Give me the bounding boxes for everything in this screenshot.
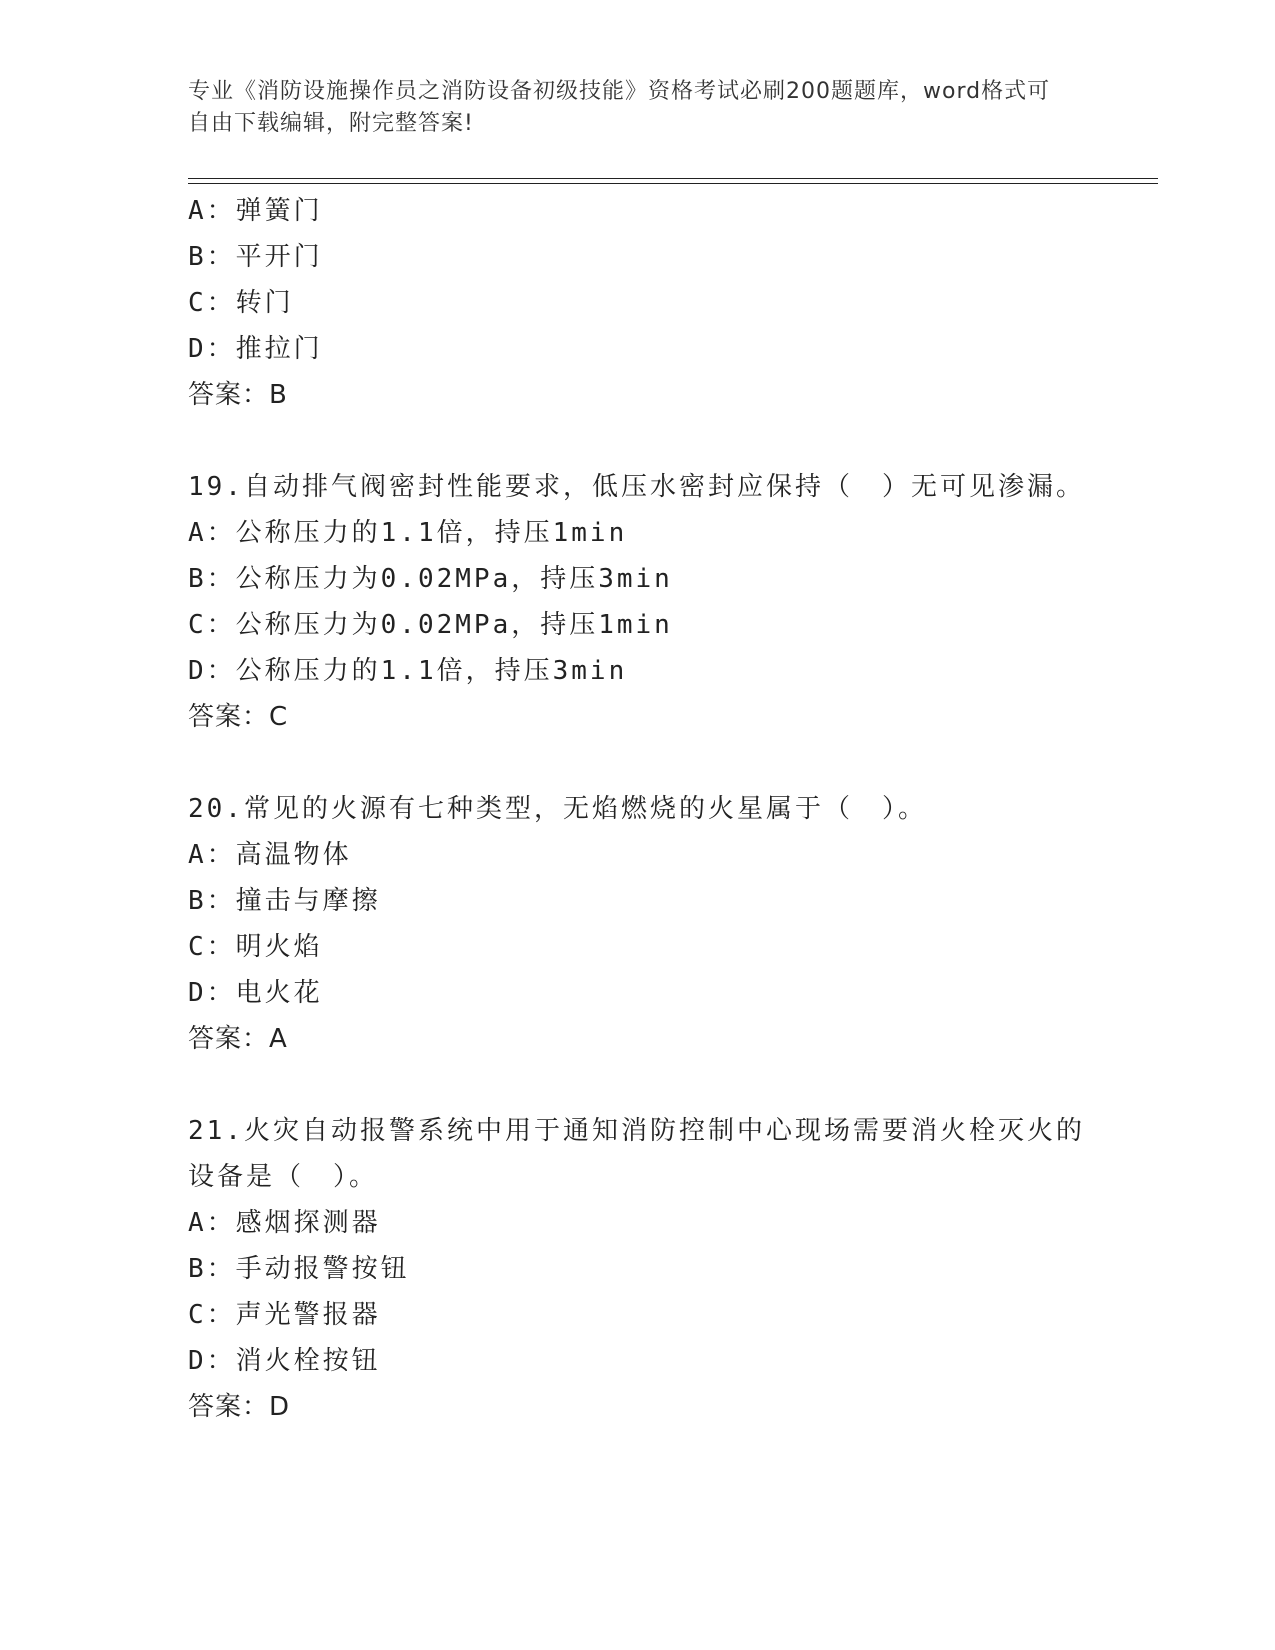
option-d: D：消火栓按钮 (188, 1346, 381, 1376)
option-b: B：平开门 (188, 242, 323, 272)
option-b: B：公称压力为0.02MPa，持压3min (188, 564, 673, 594)
option-a: A：公称压力的1.1倍，持压1min (188, 518, 628, 548)
option-c: C：声光警报器 (188, 1300, 381, 1330)
question-18 (188, 188, 1088, 418)
question-text: 19.自动排气阀密封性能要求，低压水密封应保持（ ）无可见渗漏。 (188, 472, 1085, 502)
question-20 (188, 786, 1088, 1062)
option-b: B：手动报警按钮 (188, 1254, 410, 1284)
option-c: C：明火焰 (188, 932, 323, 962)
question-text-line-2: 设备是（ ）。 (188, 1162, 379, 1192)
question-21 (188, 1108, 1088, 1430)
header-rule-top (188, 178, 1158, 179)
option-c: C：转门 (188, 288, 294, 318)
option-b: B：撞击与摩擦 (188, 886, 381, 916)
option-a: A：高温物体 (188, 840, 352, 870)
question-text-line-1: 21.火灾自动报警系统中用于通知消防控制中心现场需要消火栓灭火的 (188, 1116, 1085, 1146)
header-rule-bottom (188, 183, 1158, 184)
option-c: C：公称压力为0.02MPa，持压1min (188, 610, 673, 640)
option-a: A：感烟探测器 (188, 1208, 381, 1238)
question-list (188, 188, 1088, 1430)
option-d: D：推拉门 (188, 334, 323, 364)
question-19 (188, 464, 1088, 740)
question-text: 20.常见的火源有七种类型，无焰燃烧的火星属于（ ）。 (188, 794, 927, 824)
document-header: 专业《消防设施操作员之消防设备初级技能》资格考试必刷200题题库，word格式可自由下载编辑，附完整答案! (188, 79, 1051, 136)
answer: 答案：C (188, 702, 289, 732)
option-d: D：公称压力的1.1倍，持压3min (188, 656, 628, 686)
answer: 答案：D (188, 1392, 291, 1422)
answer: 答案：A (188, 1024, 288, 1054)
answer: 答案：B (188, 380, 288, 410)
option-d: D：电火花 (188, 978, 323, 1008)
option-a: A：弹簧门 (188, 196, 323, 226)
